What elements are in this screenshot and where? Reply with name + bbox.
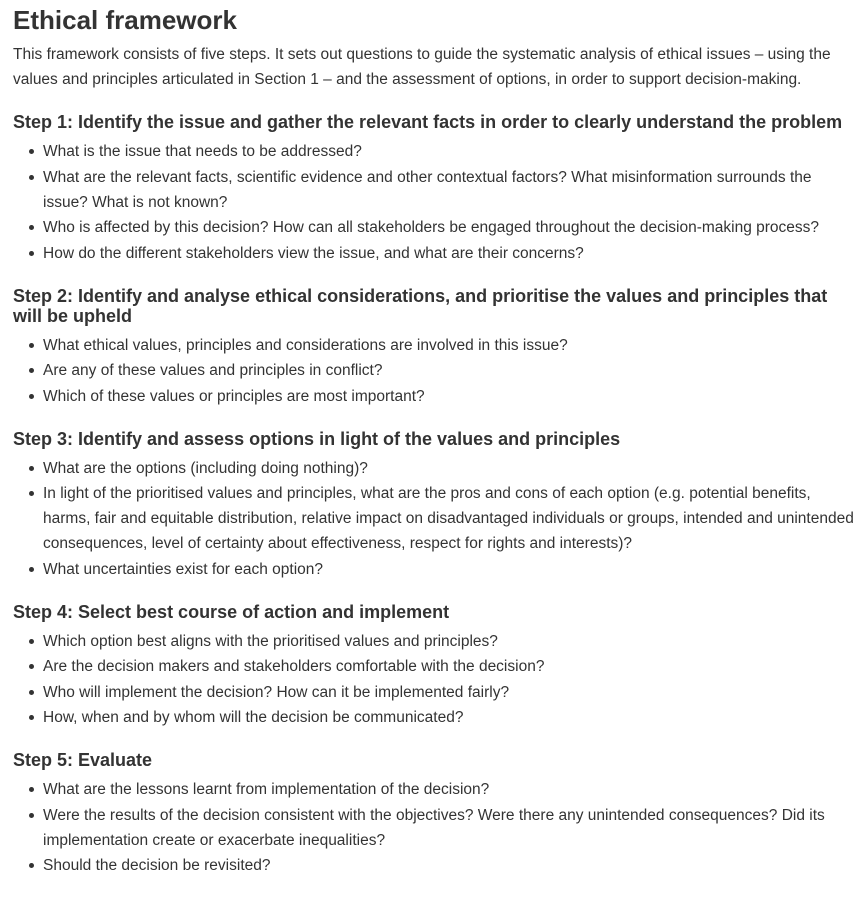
- list-item-text: How do the different stakeholders view the issue, and what are their concerns?: [43, 244, 584, 262]
- list-item: [43, 333, 855, 358]
- list-item: [43, 165, 855, 215]
- step-4-list: [13, 629, 855, 731]
- bullet-icon: [29, 787, 34, 792]
- step-2-list: [13, 333, 855, 409]
- list-item-text: What are the options (including doing nothing)?: [43, 459, 368, 477]
- list-item-text: What ethical values, principles and considerations are involved in this issue?: [43, 336, 568, 354]
- bullet-icon: [29, 639, 34, 644]
- bullet-icon: [29, 368, 34, 373]
- list-item: [43, 456, 855, 481]
- bullet-icon: [29, 491, 34, 496]
- list-item: [43, 777, 855, 802]
- list-item-text: What are the relevant facts, scientific evidence and other contextual factors? What misinformation surrounds the issue? What is not known?: [43, 168, 812, 211]
- list-item-text: Who will implement the decision? How can it be implemented fairly?: [43, 683, 510, 701]
- list-item: [43, 654, 855, 679]
- list-item-text: Who is affected by this decision? How can all stakeholders be engaged throughout the decision-making process?: [43, 219, 820, 236]
- list-item-text: Are the decision makers and stakeholders comfortable with the decision?: [43, 658, 545, 675]
- intro-paragraph: This framework consists of five steps. It sets out questions to guide the systematic analysis of ethical issues – using the values and principles articulated in Section 1 – and the assessment of options, in order to support decision-making.: [13, 46, 831, 88]
- list-item: [43, 680, 855, 705]
- step-3-list: [13, 456, 855, 582]
- step-4-section: [13, 602, 855, 731]
- step-2-section: [13, 286, 855, 409]
- list-item-text: How, when and by whom will the decision be communicated?: [43, 709, 464, 726]
- list-item: [43, 803, 855, 853]
- list-item-text: In light of the prioritised values and principles, what are the pros and cons of each option (e.g. potential benefits, harms, fair and equitable distribution, relative impact on disadvantaged individuals or groups, intended and unintended consequences, level of certainty about effectiveness, respect for rights and interests)?: [43, 485, 854, 552]
- step-1-section: [13, 112, 855, 266]
- step-2-heading: Step 2: Identify and analyse ethical considerations, and prioritise the values and principles that will be upheld: [13, 285, 828, 326]
- bullet-icon: [29, 664, 34, 669]
- step-1-list: [13, 139, 855, 266]
- bullet-icon: [29, 863, 34, 868]
- page-title: Ethical framework: [13, 5, 237, 35]
- list-item: [43, 215, 855, 240]
- list-item-text: What is the issue that needs to be addressed?: [43, 143, 362, 160]
- bullet-icon: [29, 225, 34, 230]
- step-3-heading: Step 3: Identify and assess options in light of the values and principles: [13, 428, 621, 449]
- step-3-section: [13, 429, 855, 582]
- bullet-icon: [29, 567, 34, 572]
- list-item: [43, 358, 855, 383]
- step-5-list: [13, 777, 855, 878]
- list-item-text: Which of these values or principles are most important?: [43, 387, 425, 405]
- list-item-text: What uncertainties exist for each option?: [43, 560, 324, 578]
- step-5-heading: Step 5: Evaluate: [13, 750, 153, 770]
- bullet-icon: [29, 813, 34, 818]
- bullet-icon: [29, 394, 34, 399]
- list-item: [43, 139, 855, 164]
- bullet-icon: [29, 715, 34, 720]
- list-item: [43, 557, 855, 582]
- list-item-text: Are any of these values and principles in conflict?: [43, 362, 383, 379]
- step-5-section: [13, 750, 855, 878]
- bullet-icon: [29, 251, 34, 256]
- bullet-icon: [29, 149, 34, 154]
- list-item: [43, 705, 855, 730]
- bullet-icon: [29, 175, 34, 180]
- step-4-heading: Step 4: Select best course of action and implement: [13, 601, 450, 622]
- list-item: [43, 629, 855, 654]
- list-item: [43, 481, 855, 556]
- list-item-text: Were the results of the decision consistent with the objectives? Were there any unintended consequences? Did its implementation create or exacerbate inequalities?: [43, 806, 825, 849]
- list-item: [43, 853, 855, 878]
- list-item-text: Which option best aligns with the prioritised values and principles?: [43, 632, 498, 650]
- bullet-icon: [29, 343, 34, 348]
- list-item: [43, 384, 855, 409]
- list-item-text: Should the decision be revisited?: [43, 857, 271, 874]
- bullet-icon: [29, 466, 34, 471]
- bullet-icon: [29, 690, 34, 695]
- step-1-heading: Step 1: Identify the issue and gather the relevant facts in order to clearly understand the problem: [13, 112, 843, 132]
- list-item: [43, 241, 855, 266]
- list-item-text: What are the lessons learnt from implementation of the decision?: [43, 781, 490, 798]
